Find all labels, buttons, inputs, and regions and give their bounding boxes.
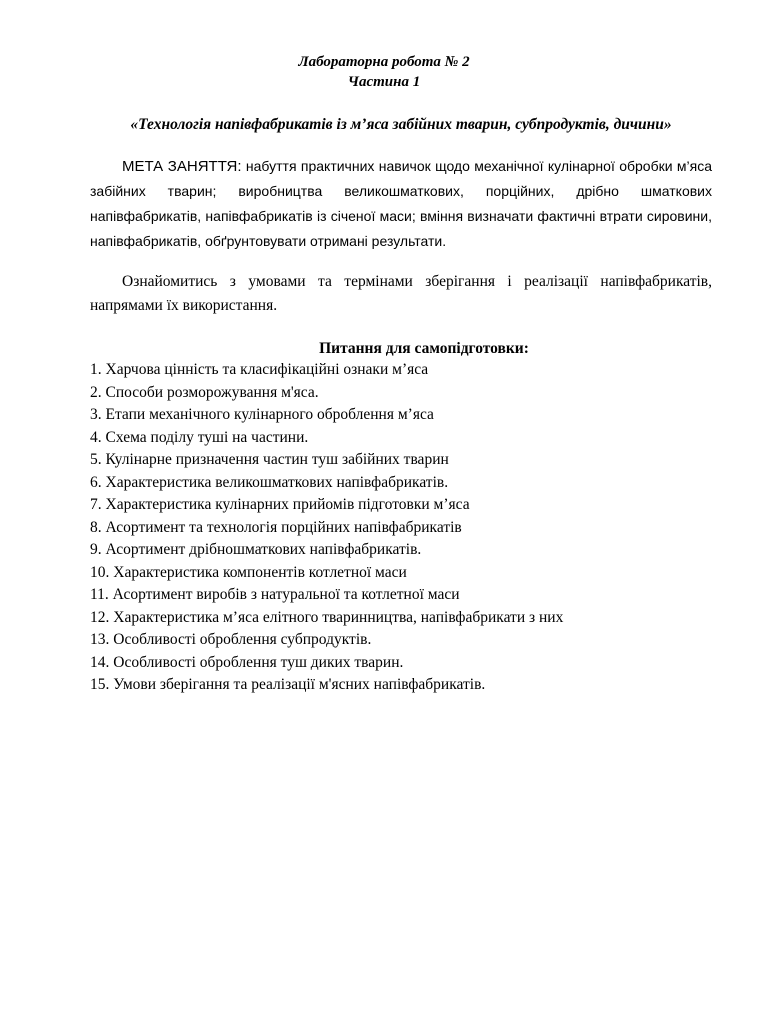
question-item: 13. Особливості оброблення субпродуктів. — [90, 631, 372, 648]
questions-list — [90, 359, 730, 697]
question-item: 2. Способи розморожування м'яса. — [90, 383, 319, 401]
lab-part: Частина 1 — [347, 74, 421, 90]
question-item: 15. Умови зберігання та реалізації м'ясних напівфабрикатів. — [90, 676, 486, 693]
question-item: 5. Кулінарне призначення частин туш забійних тварин — [90, 451, 449, 468]
question-item: 14. Особливості оброблення туш диких тварин. — [90, 653, 404, 671]
question-item: 4. Схема поділу туші на частини. — [90, 428, 309, 446]
question-item: 1. Харчова цінність та класифікаційні ознаки м’яса — [90, 361, 429, 378]
question-item: 6. Характеристика великошматкових напівфабрикатів. — [90, 473, 449, 491]
lab-title: Лабораторна робота № 2 — [298, 54, 470, 70]
instruction-paragraph: Ознайомитись з умовами та термінами зберігання і реалізації напівфабрикатів, напрямами їх використання. — [90, 273, 712, 314]
question-item: 12. Характеристика м’яса елітного тваринництва, напівфабрикати з них — [90, 608, 564, 626]
lab-topic: «Технологія напівфабрикатів із м’яса забійних тварин, субпродуктів, дичини» — [130, 116, 672, 133]
questions-heading: Питання для самопідготовки: — [319, 340, 529, 357]
goal-text: набуття практичних навичок щодо механічної кулінарної обробки м’яса забійних тварин; виробництва великошматкових, порційних, дрібно шматкових напівфабрикатів, напівфабрикатів із січеної маси; вміння визначати фактичні втрати сировини, напівфабрикатів, обґрунтовувати отримані результати. — [90, 158, 712, 249]
question-item: 8. Асортимент та технологія порційних напівфабрикатів — [90, 518, 462, 536]
question-item: 7. Характеристика кулінарних прийомів підготовки м’яса — [90, 496, 470, 513]
question-item: 3. Етапи механічного кулінарного оброблення м’яса — [90, 406, 434, 423]
goal-label: МЕТА ЗАНЯТТЯ: — [122, 158, 242, 175]
goal-paragraph — [90, 154, 712, 254]
question-item: 9. Асортимент дрібношматкових напівфабрикатів. — [90, 541, 422, 558]
question-item: 10. Характеристика компонентів котлетної маси — [90, 563, 407, 581]
question-item: 11. Асортимент виробів з натуральної та котлетної маси — [90, 586, 460, 603]
